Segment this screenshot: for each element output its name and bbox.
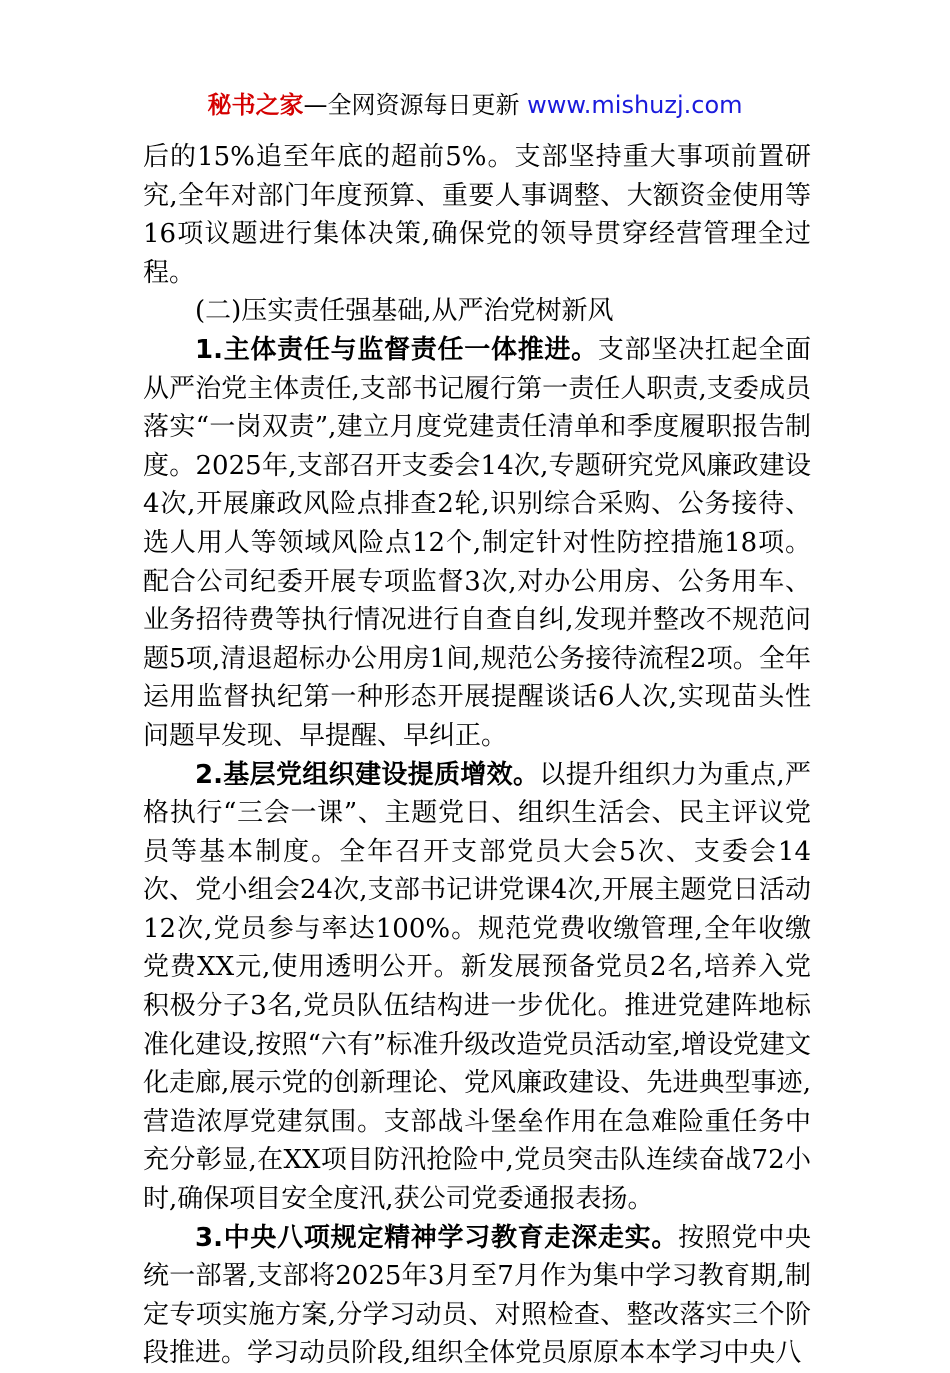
paragraph-continuation: 后的15%追至年底的超前5%。支部坚持重大事项前置研究,全年对部门年度预算、重要人事调整、大额资金使用等16项议题进行集体决策,确保党的领导贯穿经营管理全过程。 [143, 142, 811, 288]
paragraph-1-text: 支部坚决扛起全面从严治党主体责任,支部书记履行第一责任人职责,支委成员落实“一岗双责”,建立月度党建责任清单和季度履职报告制度。2025年,支部召开支委会14次,专题研究党风廉政建设4次,开展廉政风险点排查2轮,识别综合采购、公务接待、选人用人等领域风险点12个,制定针对性防控措施18项。配合公司纪委开展专项监督3次,对办公用房、公务用车、业务招待费等执行情况进行自查自纠,发现并整改不规范问题5项,清退超标办公用房1间,规范公务接待流程2项。全年运用监督执纪第一种形态开展提醒谈话6人次,实现苗头性问题早发现、早提醒、早纠正。 [143, 334, 811, 751]
brand-name: 秘书之家 [207, 91, 304, 119]
document-body [143, 138, 811, 1373]
section-heading: (二)压实责任强基础,从严治党树新风 [195, 296, 614, 327]
header-slogan: 全网资源每日更新 [327, 91, 520, 119]
paragraph-1 [143, 331, 811, 756]
paragraph-3-lead: 3.中央八项规定精神学习教育走深走实。 [195, 1222, 679, 1253]
paragraph-3 [143, 1219, 811, 1373]
paragraph-2-lead: 2.基层党组织建设提质增效。 [195, 759, 540, 790]
paragraph-3-text: 按照党中央统一部署,支部将2025年3月至7月作为集中学习教育期,制定专项实施方案,分学习动员、对照检查、整改落实三个阶段推进。学习动员阶段,组织全体党员原原本本学习中央八 [143, 1222, 811, 1369]
paragraph-1-lead: 1.主体责任与监督责任一体推进。 [195, 334, 598, 365]
paragraph-2 [143, 756, 811, 1219]
site-header [0, 88, 950, 122]
site-url-link[interactable]: www.mishuzj.com [527, 91, 743, 119]
header-dash: — [303, 91, 328, 119]
paragraph-2-text: 以提升组织力为重点,严格执行“三会一课”、主题党日、组织生活会、民主评议党员等基本制度。全年召开支部党员大会5次、支委会14次、党小组会24次,支部书记讲党课4次,开展主题党日活动12次,党员参与率达100%。规范党费收缴管理,全年收缴党费XX元,使用透明公开。新发展预备党员2名,培养入党积极分子3名,党员队伍结构进一步优化。推进党建阵地标准化建设,按照“六有”标准升级改造党员活动室,增设党建文化走廊,展示党的创新理论、党风廉政建设、先进典型事迹,营造浓厚党建氛围。支部战斗堡垒作用在急难险重任务中充分彰显,在XX项目防汛抢险中,党员突击队连续奋战72小时,确保项目安全度汛,获公司党委通报表扬。 [143, 759, 812, 1215]
